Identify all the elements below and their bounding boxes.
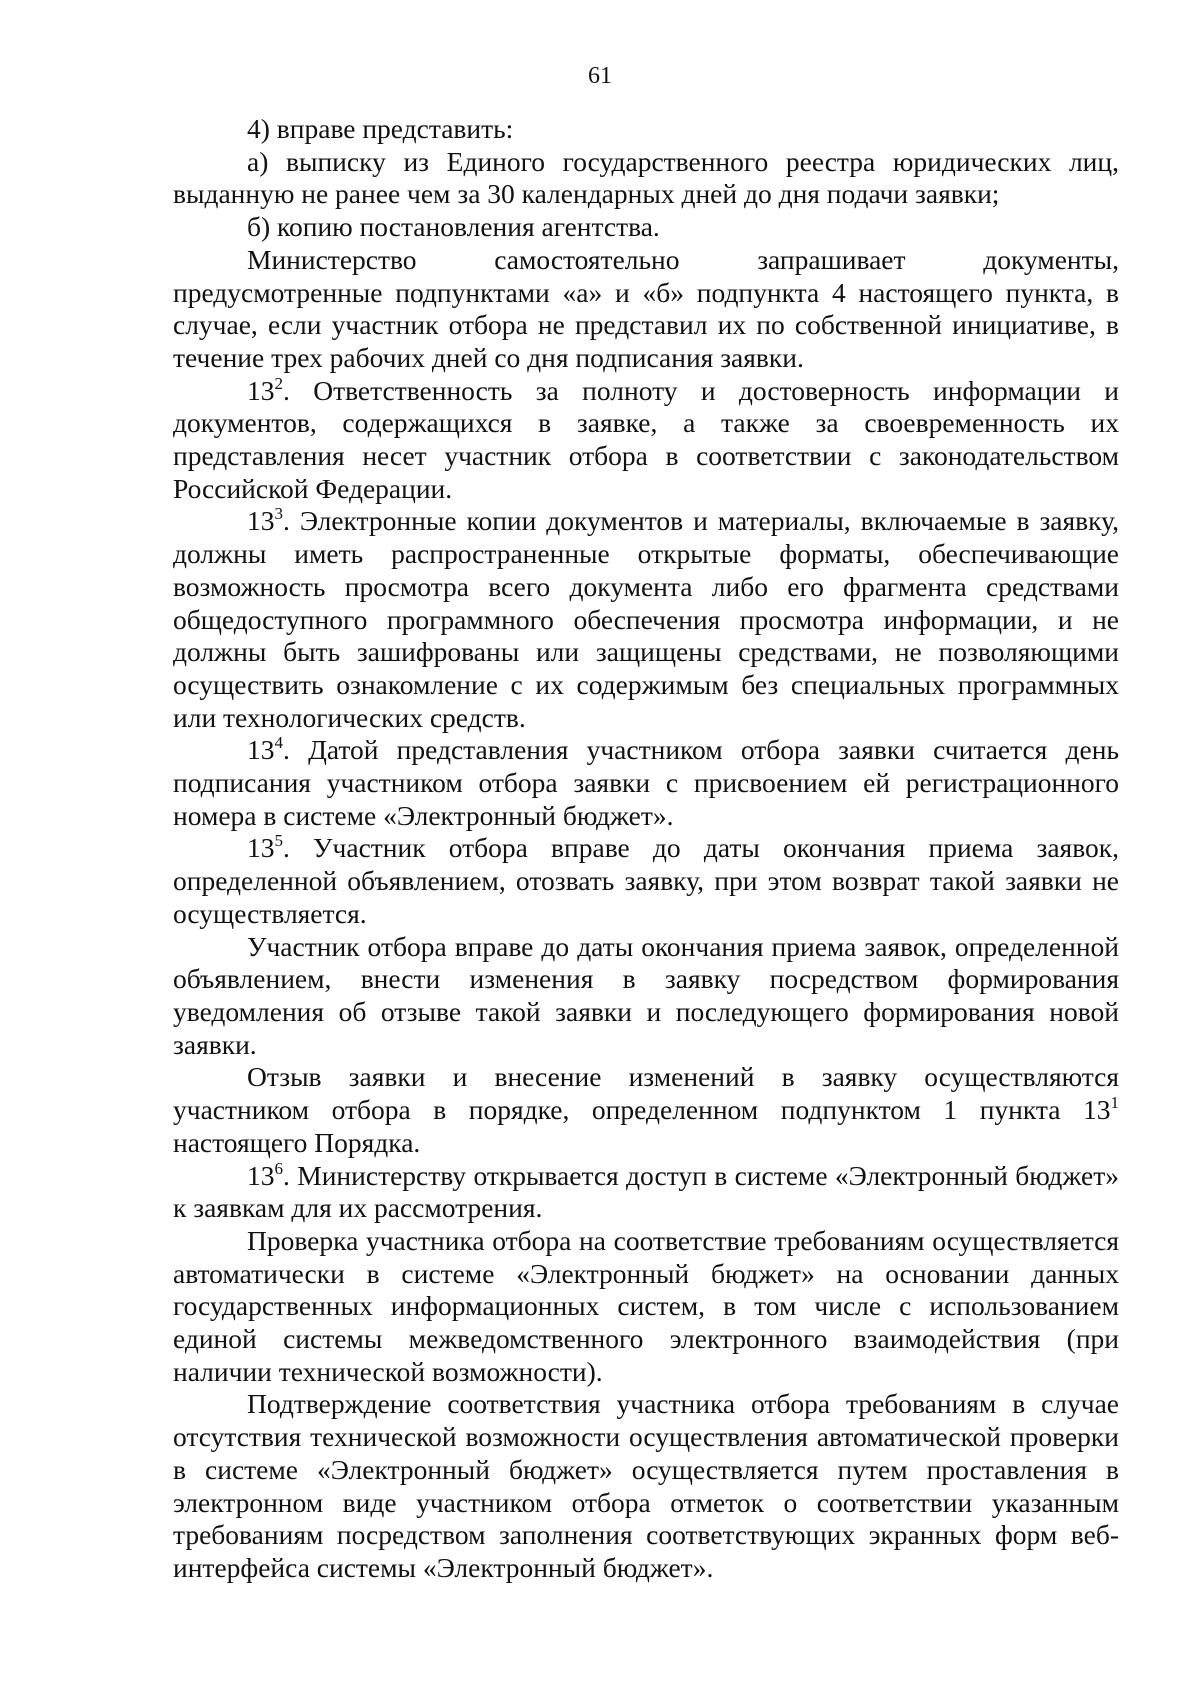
page-number: 61 [588,63,612,89]
clause-superscript: 5 [274,831,283,851]
clause-number: 13 [247,505,275,537]
paragraph-text: б) копию постановления агентства. [247,211,660,243]
paragraph-text-tail: настоящего Порядка. [173,1126,421,1158]
paragraph-13-3 [173,505,1119,734]
document-body [173,113,1119,1585]
clause-number: 13 [247,832,275,864]
clause-number: 13 [247,734,275,766]
paragraph-text: Отзыв заявки и внесение изменений в заявку осуществляются участником отбора в порядке, определенном подпунктом 1 пункта 13 [173,1061,1119,1126]
paragraph-automatic-check [173,1225,1119,1389]
paragraph-text: а) выписку из Единого государственного реестра юридических лиц, выданную не ранее чем за 30 календарных дней до дня подачи заявки; [173,145,1119,210]
clause-superscript: 3 [274,504,283,524]
clause-superscript: 2 [274,373,283,393]
clause-superscript: 1 [1110,1093,1119,1113]
paragraph-13-4 [173,734,1119,832]
paragraph-manual-confirmation [173,1388,1119,1584]
paragraph-text: . Ответственность за полноту и достоверность информации и документов, содержащихся в заявке, а также за своевременность их представления несет участник отбора в соответствии с законодательством Российской Федерации. [173,374,1119,504]
paragraph-text: Подтверждение соответствия участника отбора требованиям в случае отсутствия технической возможности осуществления автоматической проверки в системе «Электронный бюджет» осуществляется путем проставления в электронном виде участником отбора отметок о соответствии указанным требованиям посредством заполнения соответствующих экранных форм веб-интерфейса системы «Электронный бюджет». [173,1388,1119,1583]
paragraph-13-2 [173,375,1119,506]
paragraph-text: . Электронные копии документов и материалы, включаемые в заявку, должны иметь распространенные открытые форматы, обеспечивающие возможность просмотра всего документа либо его фрагмента средствами общедоступного программного обеспечения просмотра информации, и не должны быть зашифрованы или защищены средствами, не позволяющими осуществить ознакомление с их содержимым без специальных программных или технологических средств. [173,505,1119,733]
paragraph-text: Проверка участника отбора на соответствие требованиям осуществляется автоматически в системе «Электронный бюджет» на основании данных государственных информационных систем, в том числе с использованием единой системы межведомственного электронного взаимодействия (при наличии технической возможности). [173,1224,1119,1387]
paragraph-amend-application [173,931,1119,1062]
clause-superscript: 6 [274,1158,283,1178]
paragraph-text: . Участник отбора вправе до даты окончания приема заявок, определенной объявлением, отозвать заявку, при этом возврат такой заявки не осуществляется. [173,832,1119,929]
paragraph-text: Министерство самостоятельно запрашивает документы, предусмотренные подпунктами «а» и «б» подпункта 4 настоящего пункта, в случае, если участник отбора не представил их по собственной инициативе, в течение трех рабочих дней со дня подписания заявки. [173,243,1119,373]
paragraph-text: . Датой представления участником отбора заявки считается день подписания участником отбора заявки с присвоением ей регистрационного номера в системе «Электронный бюджет». [173,734,1119,831]
paragraph-text: 4) вправе представить: [247,113,514,144]
paragraph-withdrawal-procedure [173,1061,1119,1159]
paragraph-13-6 [173,1160,1119,1225]
paragraph-subpoint-4 [173,113,1119,146]
paragraph-text: . Министерству открывается доступ в системе «Электронный бюджет» к заявкам для их рассмотрения. [173,1159,1119,1224]
paragraph-subpoint-b [173,211,1119,244]
clause-number: 13 [247,374,275,406]
clause-number: 13 [247,1159,275,1191]
paragraph-text: Участник отбора вправе до даты окончания приема заявок, определенной объявлением, внести изменения в заявку посредством формирования уведомления об отзыве такой заявки и последующего формирования новой заявки. [173,930,1119,1060]
paragraph-ministry-request [173,244,1119,375]
paragraph-13-5 [173,832,1119,930]
paragraph-subpoint-a [173,146,1119,211]
clause-superscript: 4 [274,733,283,753]
